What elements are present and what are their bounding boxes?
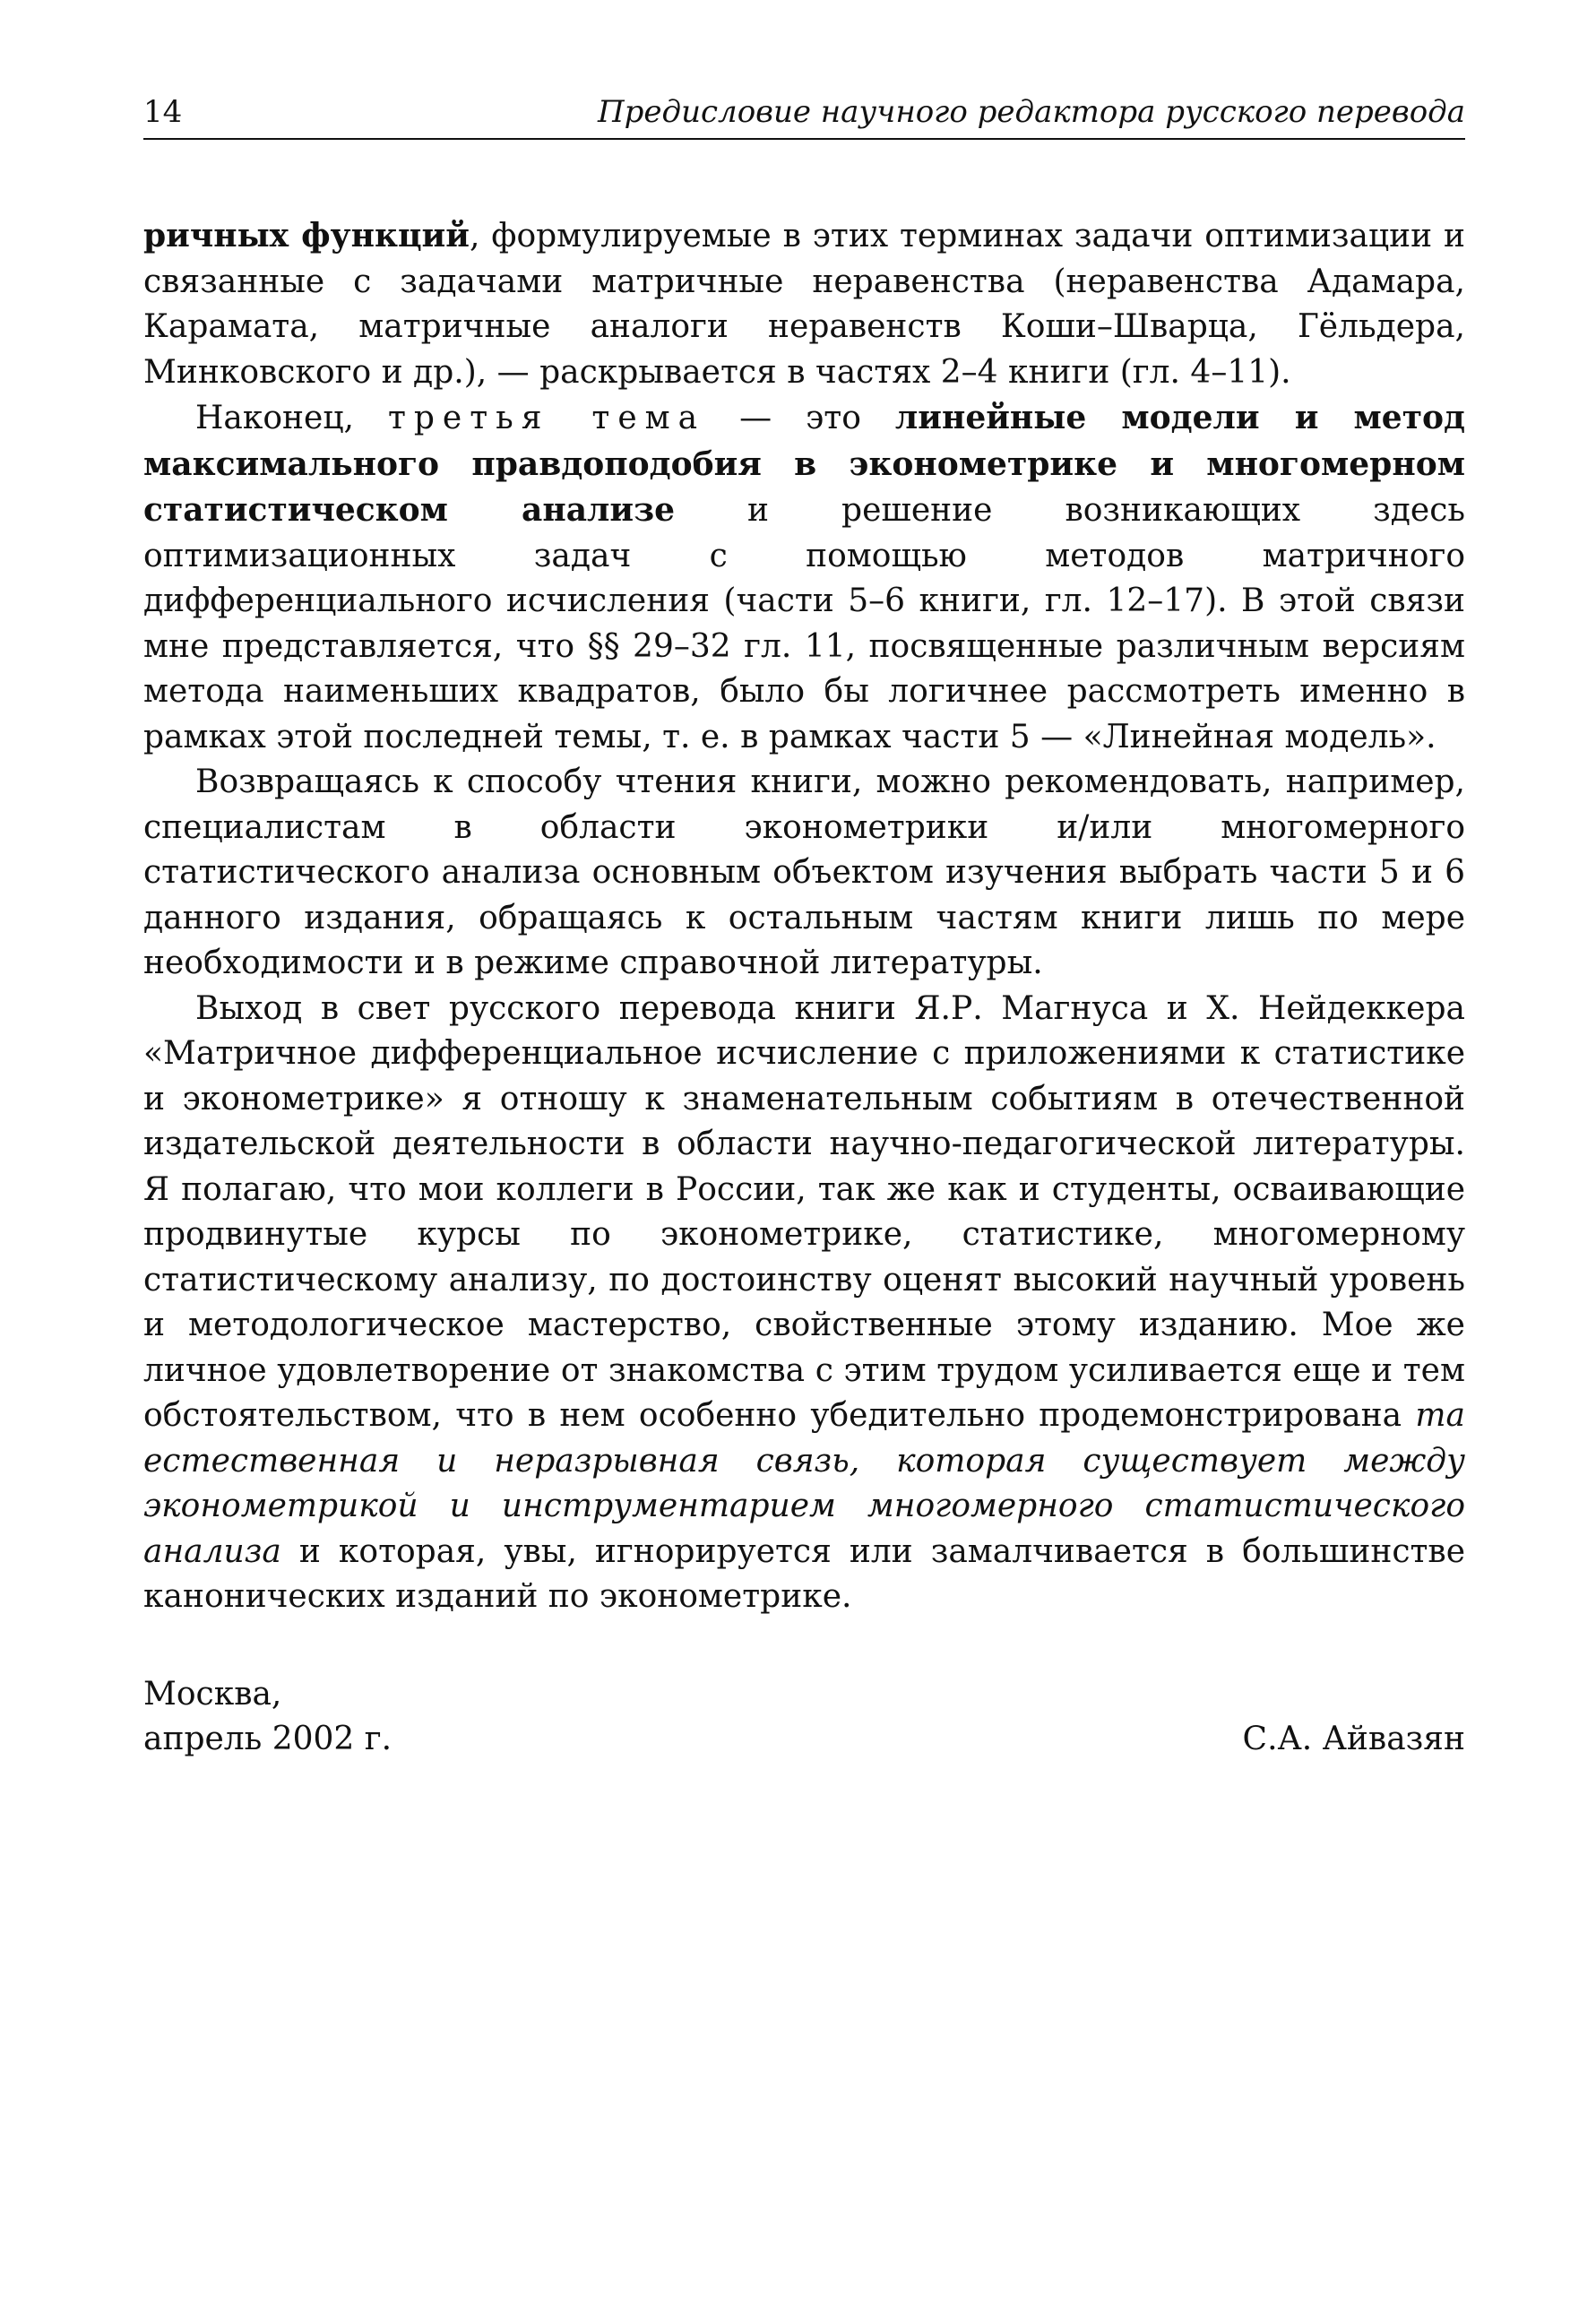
spaced-term: третья тема (387, 400, 706, 436)
paragraph-text: Возвращаясь к способу чтения книги, можно рекомендовать, например, специалистам в области эконометрики и/или многомерного статистического анализа основным объектом изучения выбрать части 5 и 6 данного издания, обращаясь к остальным частям книги лишь по мере необходимости и в режиме справочной литературы. (143, 764, 1465, 981)
signoff-city: Москва, (143, 1675, 282, 1713)
paragraph-4 (143, 987, 1465, 1620)
signoff-date: апрель 2002 г. (143, 1720, 393, 1757)
paragraph-1 (143, 213, 1465, 395)
paragraph-tail: и которая, увы, игнорируется или замалчивается в большинстве канонических изданий по эконометрике. (143, 1532, 1465, 1615)
book-page (143, 90, 1465, 1762)
paragraph-2 (143, 395, 1465, 760)
italic-phrase: та естественная и неразрывная связь, которая существует между эконометрикой и инструментарием многомерного статистического анализа (143, 1397, 1465, 1570)
paragraph-mid: — это (705, 400, 895, 436)
paragraph-3 (143, 760, 1465, 987)
signoff (143, 1672, 1465, 1762)
body-text (143, 213, 1465, 1620)
paragraph-text: , формулируемые в этих терминах задачи оптимизации и связанные с задачами матричные неравенства (неравенства Адамара, Карамата, матричные аналоги неравенств Коши–Шварца, Гёльдера, Минковского и др.), — раскрывается в частях 2–4 книги (гл. 4–11). (143, 218, 1465, 391)
paragraph-text: Выход в свет русского перевода книги Я.Р. Магнуса и Х. Нейдеккера «Матричное дифференциальное исчисление с приложениями к статистике и эконометрике» я отношу к знаменательным событиям в отечественной издательской деятельности в области научно-педагогической литературы. Я полагаю, что мои коллеги в России, так же как и студенты, осваивающие продвинутые курсы по эконометрике, статистике, многомерному статистическому анализу, по достоинству оценят высокий научный уровень и методологическое мастерство, свойственные этому изданию. Мое же личное удовлетворение от знакомства с этим трудом усиливается еще и тем обстоятельством, что в нем особенно убедительно продемонстрирована (143, 989, 1465, 1434)
bold-term: ричных функций (143, 217, 470, 255)
paragraph-lead: Наконец, (195, 400, 388, 436)
place-and-date (143, 1672, 392, 1762)
page-number: 14 (143, 94, 183, 130)
signoff-author: С.А. Айвазян (1242, 1720, 1465, 1757)
bold-term: линейные модели и метод максимального правдоподобия в эконометрике и многомерном статистическом анализе (143, 399, 1466, 529)
paragraph-text: и решение возникающих здесь оптимизационных задач с помощью методов матричного дифференциального исчисления (части 5–6 книги, гл. 12–17). В этой связи мне представляется, что §§ 29–32 гл. 11, посвященные различным версиям метода наименьших квадратов, было бы логичнее рассмотреть именно в рамках этой последней темы, т. е. в рамках части 5 — «Линейная модель». (143, 492, 1465, 755)
running-title: Предисловие научного редактора русского перевода (598, 94, 1465, 130)
running-header (143, 90, 1465, 140)
